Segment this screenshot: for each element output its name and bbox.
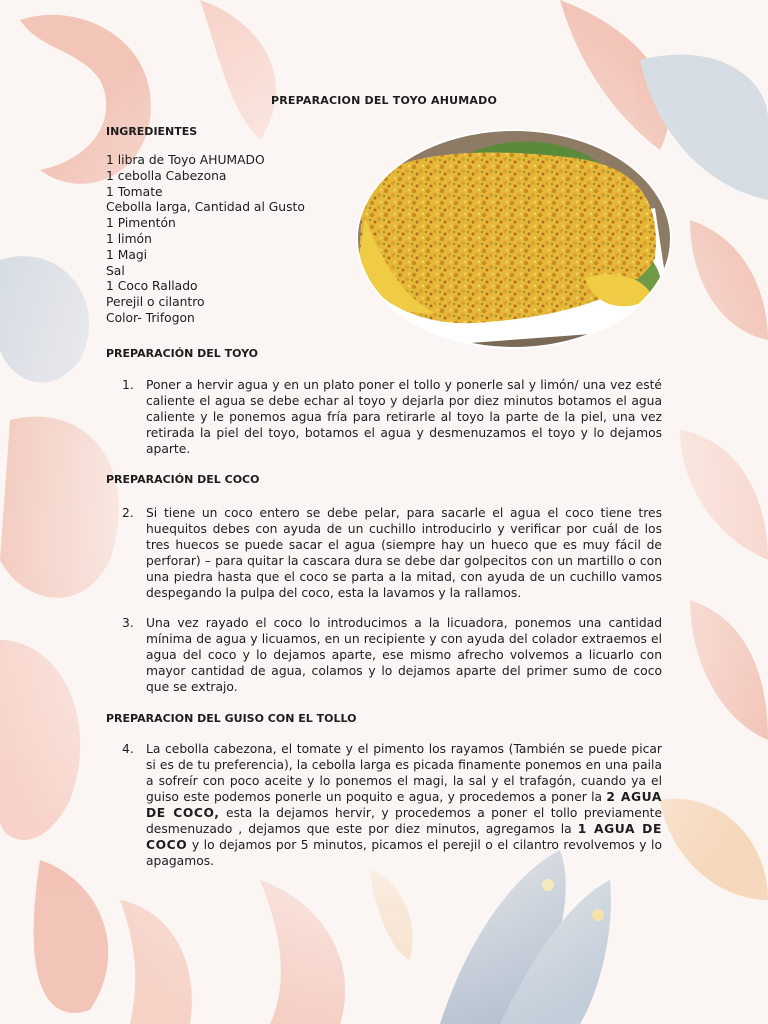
ingredient-item: 1 Tomate [106,184,163,199]
ingredient-item: 1 Magi [106,247,148,262]
dish-photo [355,128,673,350]
step-text-part: esta la dejamos hervir, y procedemos a poner el tollo previamente desmenuzado , dejamos que este por diez minutos, agregamos la [146,806,663,836]
ingredient-item: 1 Pimentón [106,216,176,231]
bold-term: 1 AGUA DE COCO [146,822,662,852]
step-text-part: La cebolla cabezona, el tomate y el pimento los rayamos (También se puede picar si es de tu preferencia), la cebolla larga es picada finamente ponemos en una paila a sofreír con poco aceite y lo ponemos el magi, la sal y el trafagón, cuando ya el guiso este podemos ponerle un poquito e agua, y procedemos a poner la [146,742,662,804]
step-text: Poner a hervir agua y en un plato poner el tollo y ponerle sal y limón/ una vez esté caliente el agua se debe echar al toyo y dejarla por diez minutos botamos el agua caliente y le ponemos agua fría para retirarle al toyo la parte de la piel, una vez retirada la piel del toyo, botamos el agua y desmenuzamos el toyo y lo dejamos aparte. [146,378,662,456]
section-heading-coco: PREPARACIÓN DEL COCO [106,473,260,486]
bold-term: 2 AGUA DE COCO, [146,790,663,820]
step-number: 4. [122,742,134,756]
ingredient-item: 1 Coco Rallado [106,279,198,294]
step-text-part: y lo dejamos por 5 minutos, picamos el perejil o el cilantro revolvemos y lo apagamos. [146,838,662,868]
step-number: 1. [122,378,134,392]
step-text: Una vez rayado el coco lo introducimos a la licuadora, ponemos una cantidad mínima de agua y licuamos, en un recipiente y con ayuda del colador extraemos el agua del coco y lo dejamos aparte, ese mismo afrecho volvemos a licuarlo con mayor cantidad de agua, colamos y lo dejamos aparte del primer sumo de coco que se extrajo. [146,616,662,694]
page-title: PREPARACION DEL TOYO AHUMADO [270,94,498,107]
ingredient-item: Perejil o cilantro [106,295,205,310]
ingredient-item: Cebolla larga, Cantidad al Gusto [106,200,305,215]
ingredient-item: Color- Trifogon [106,310,195,325]
ingredient-item: Sal [106,263,125,278]
step-text: Si tiene un coco entero se debe pelar, para sacarle el agua el coco tiene tres huequitos debes con ayuda de un cuchillo introducirlo y verificar por cuál de los tres huecos se puede sacar el agua (siempre hay un hueco que es muy fácil de perforar) – para quitar la cascara dura se debe dar golpecitos con un martillo o con una piedra hasta que el coco se parta a la mitad, con ayuda de un cuchillo vamos despegando la pulpa del coco, esta la lavamos y la rallamos. [146,506,662,600]
ingredients-list [106,153,305,327]
section-heading-toyo: PREPARACIÓN DEL TOYO [106,347,259,360]
step-text [146,741,662,869]
section-heading-guiso: PREPARACION DEL GUISO CON EL TOLLO [106,712,357,725]
ingredient-item: 1 cebolla Cabezona [106,168,227,183]
ingredient-item: 1 limón [106,231,152,246]
ingredients-heading: INGREDIENTES [106,125,198,138]
step-number: 3. [122,616,134,630]
step-number: 2. [122,506,134,520]
ingredient-item: 1 libra de Toyo AHUMADO [106,153,265,167]
